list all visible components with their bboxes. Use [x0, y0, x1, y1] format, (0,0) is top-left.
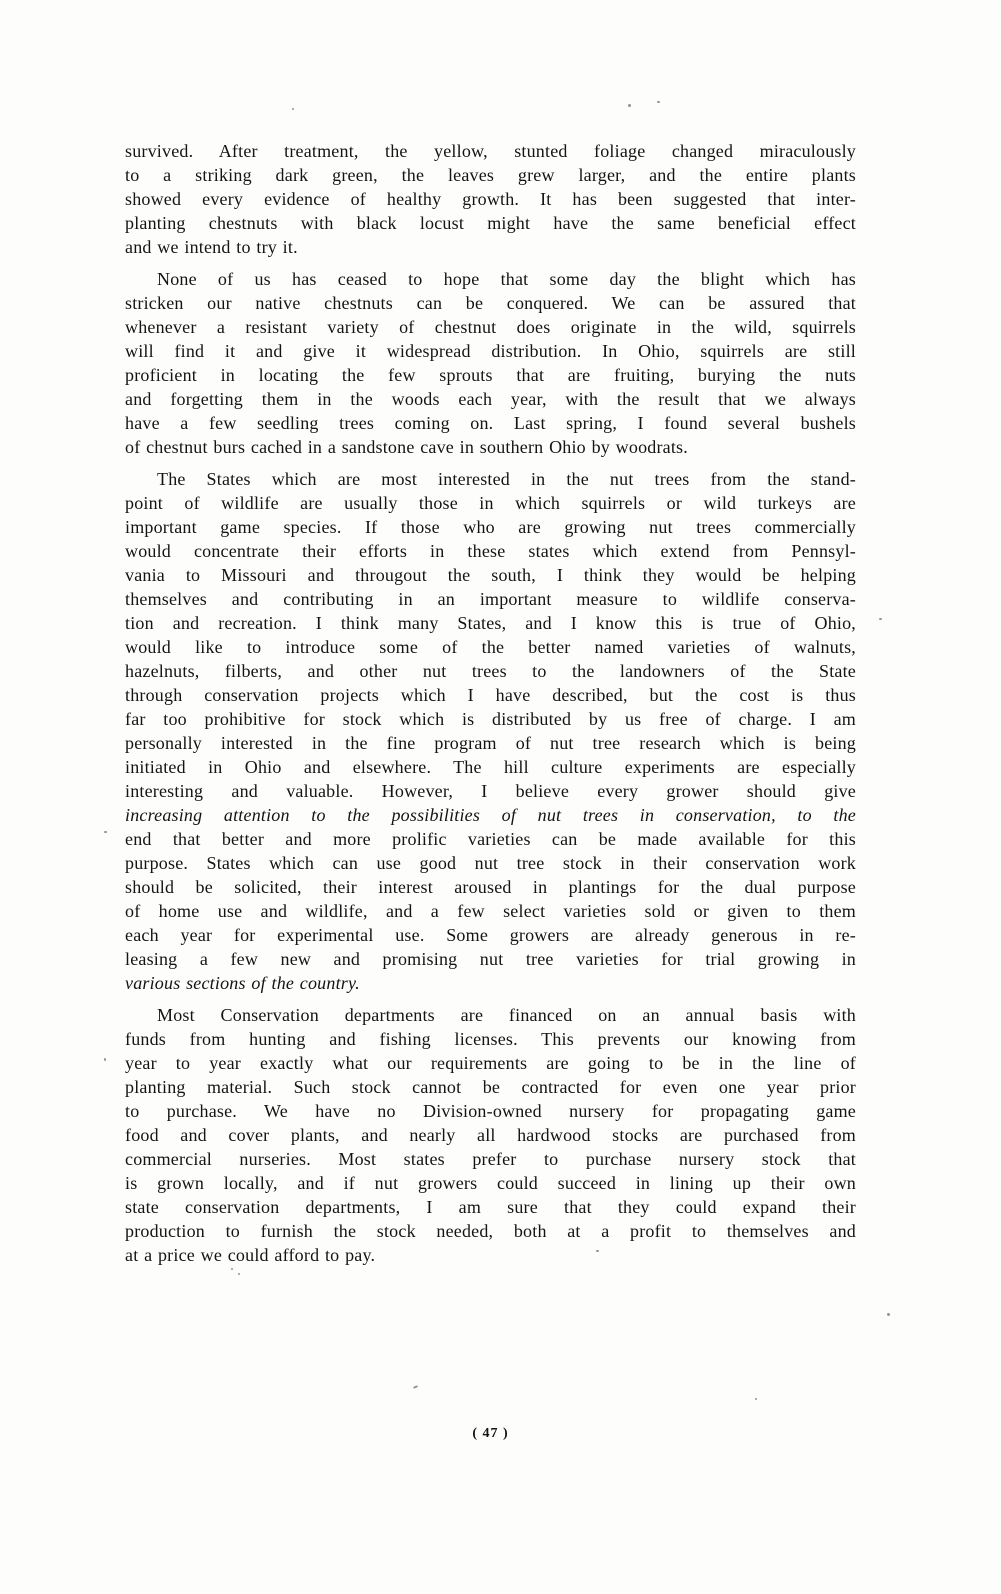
text-line: Most Conservation departments are financed on an annual basis with: [157, 1005, 856, 1025]
text-line: whenever a resistant variety of chestnut does originate in the wild, squirrels: [125, 317, 856, 337]
text-line: hazelnuts, filberts, and other nut trees to the landowners of the State: [125, 661, 856, 681]
scan-speck: [887, 1313, 890, 1316]
text-line: food and cover plants, and nearly all hardwood stocks are purchased from: [125, 1125, 856, 1145]
paragraph: [125, 467, 856, 995]
scan-speck: [657, 101, 660, 103]
text-line: personally interested in the fine program of nut tree research which is being: [125, 733, 856, 753]
text-line: each year for experimental use. Some growers are already generous in re-: [125, 925, 856, 945]
text-line: and forgetting them in the woods each year, with the result that we always: [125, 389, 856, 409]
text-line: have a few seedling trees coming on. Last spring, I found several bushels: [125, 413, 856, 433]
text-line: leasing a few new and promising nut tree varieties for trial growing in: [125, 949, 856, 969]
text-line: funds from hunting and fishing licenses. This prevents our knowing from: [125, 1029, 856, 1049]
text-line: planting material. Such stock cannot be contracted for even one year prior: [125, 1077, 856, 1097]
scan-speck: [628, 104, 631, 107]
scan-speck: [596, 1250, 599, 1252]
text-line: state conservation departments, I am sure that they could expand their: [125, 1197, 856, 1217]
scan-speck: [104, 831, 107, 833]
text-line: interesting and valuable. However, I believe every grower should give: [125, 781, 856, 801]
text-line: survived. After treatment, the yellow, stunted foliage changed miraculously: [125, 141, 856, 161]
text-line: production to furnish the stock needed, both at a profit to themselves and: [125, 1221, 856, 1241]
text-line: is grown locally, and if nut growers could succeed in lining up their own: [125, 1173, 856, 1193]
text-line: would like to introduce some of the better named varieties of walnuts,: [125, 637, 856, 657]
text-line: commercial nurseries. Most states prefer to purchase nursery stock that: [125, 1149, 856, 1169]
text-line: The States which are most interested in the nut trees from the stand-: [157, 469, 856, 489]
paragraph: [125, 267, 856, 459]
scan-speck: [879, 618, 882, 620]
text-line: initiated in Ohio and elsewhere. The hill culture experiments are especially: [125, 757, 856, 777]
text-line: stricken our native chestnuts can be conquered. We can be assured that: [125, 293, 856, 313]
text-line: far too prohibitive for stock which is distributed by us free of charge. I am: [125, 709, 856, 729]
page-number: ( 47 ): [472, 1426, 509, 1441]
scan-speck: [238, 1273, 240, 1275]
text-line: purpose. States which can use good nut tree stock in their conservation work: [125, 853, 856, 873]
text-line: of chestnut burs cached in a sandstone cave in southern Ohio by woodrats.: [125, 437, 688, 457]
scan-speck: [755, 1398, 757, 1400]
text-line: None of us has ceased to hope that some day the blight which has: [157, 269, 856, 289]
text-line: increasing attention to the possibilities of nut trees in conservation, to the: [125, 805, 856, 825]
text-line: would concentrate their efforts in these states which extend from Pennsyl-: [125, 541, 856, 561]
scan-speck: [104, 1058, 106, 1061]
text-line: through conservation projects which I have described, but the cost is thus: [125, 685, 856, 705]
text-line: showed every evidence of healthy growth. It has been suggested that inter-: [125, 189, 856, 209]
text-line: at a price we could afford to pay.: [125, 1245, 376, 1265]
text-line: important game species. If those who are growing nut trees commercially: [125, 517, 856, 537]
text-line: point of wildlife are usually those in which squirrels or wild turkeys are: [125, 493, 856, 513]
scan-speck: [292, 108, 294, 110]
text-line: vania to Missouri and througout the south, I think they would be helping: [125, 565, 856, 585]
text-line: year to year exactly what our requirements are going to be in the line of: [125, 1053, 856, 1073]
text-line: will find it and give it widespread distribution. In Ohio, squirrels are still: [125, 341, 856, 361]
text-line: and we intend to try it.: [125, 237, 298, 257]
text-line: of home use and wildlife, and a few select varieties sold or given to them: [125, 901, 856, 921]
body-text: [125, 139, 856, 1275]
paragraph: [125, 1003, 856, 1267]
text-line: various sections of the country.: [125, 973, 360, 993]
text-line: tion and recreation. I think many States, and I know this is true of Ohio,: [125, 613, 856, 633]
scan-speck: [413, 1385, 418, 1389]
text-line: to purchase. We have no Division-owned nursery for propagating game: [125, 1101, 856, 1121]
paragraph: [125, 139, 856, 259]
text-line: themselves and contributing in an important measure to wildlife conserva-: [125, 589, 856, 609]
text-line: planting chestnuts with black locust might have the same beneficial effect: [125, 213, 856, 233]
scan-speck: [231, 1268, 233, 1270]
text-line: proficient in locating the few sprouts that are fruiting, burying the nuts: [125, 365, 856, 385]
text-line: should be solicited, their interest aroused in plantings for the dual purpose: [125, 877, 856, 897]
text-line: to a striking dark green, the leaves grew larger, and the entire plants: [125, 165, 856, 185]
text-line: end that better and more prolific varieties can be made available for this: [125, 829, 856, 849]
